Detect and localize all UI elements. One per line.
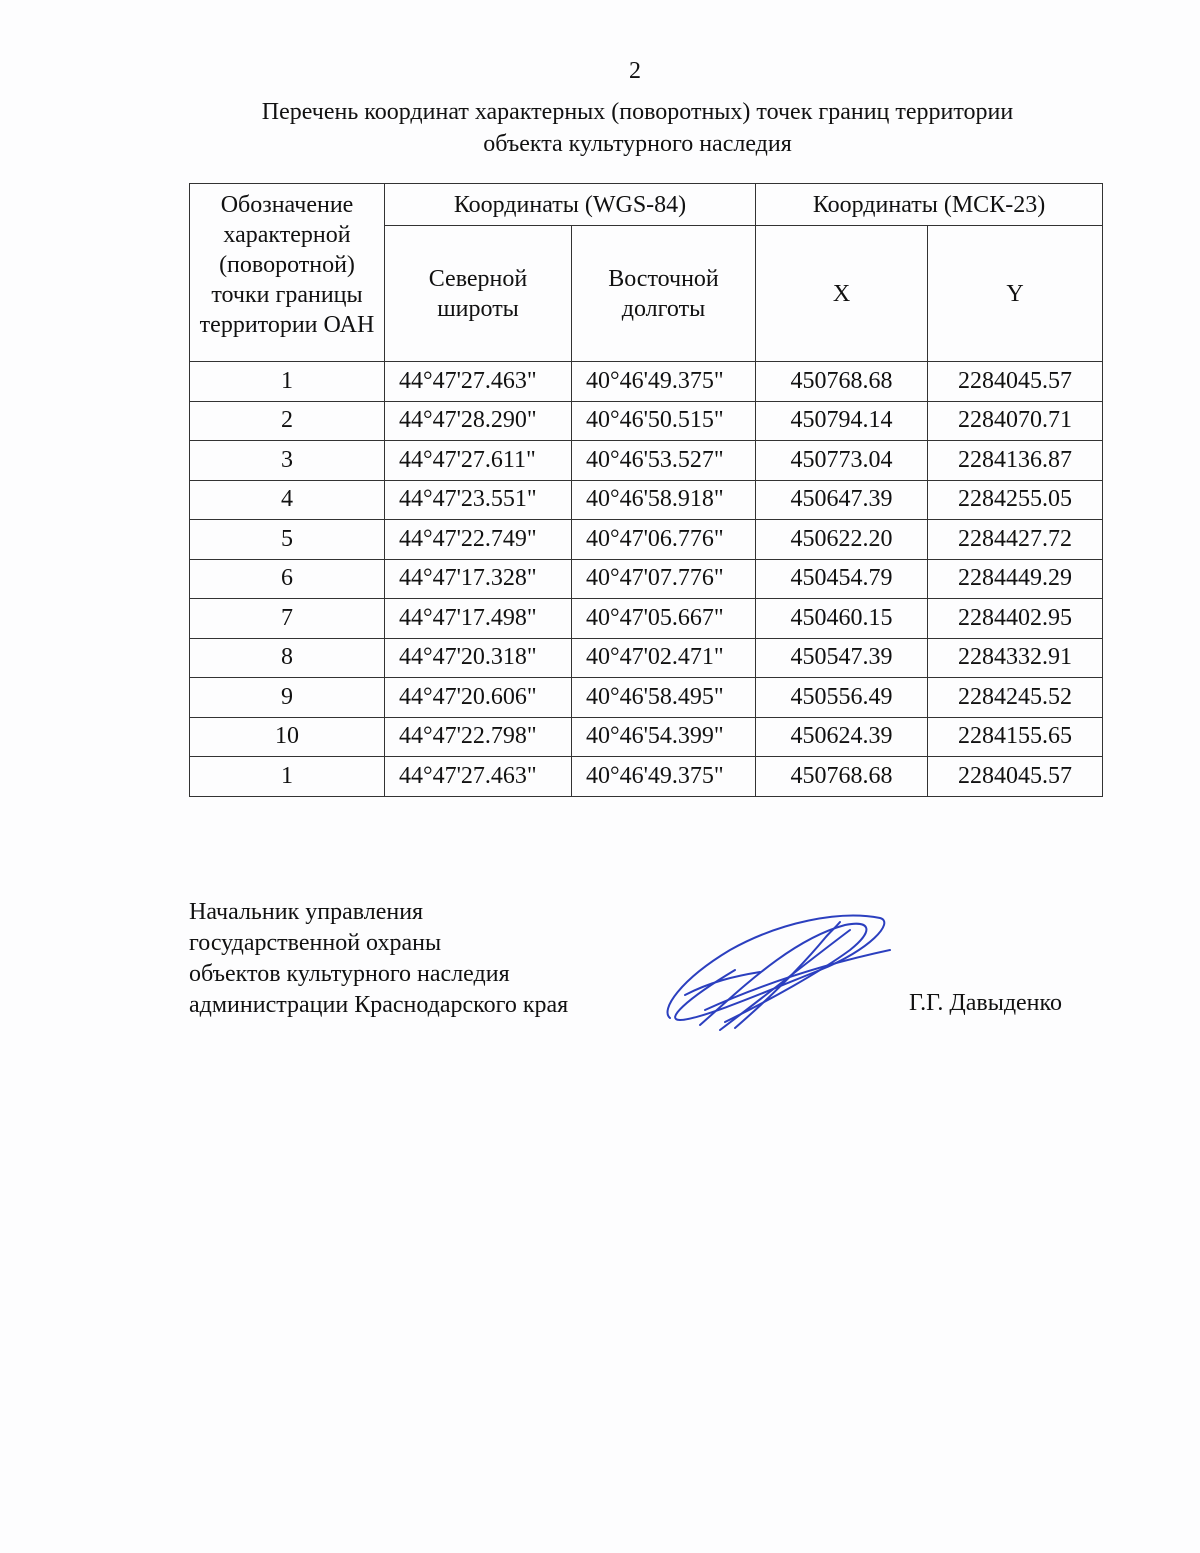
- cell-longitude: 40°47'07.776": [572, 559, 756, 599]
- cell-y: 2284245.52: [928, 678, 1103, 718]
- position-line-2: государственной охраны: [189, 930, 442, 956]
- header-latitude: Северной широты: [385, 226, 572, 362]
- position-line-1: Начальник управления: [189, 899, 424, 925]
- cell-latitude: 44°47'22.798": [385, 717, 572, 757]
- position-line-3: объектов культурного наследия: [189, 961, 510, 987]
- cell-longitude: 40°46'54.399": [572, 717, 756, 757]
- cell-latitude: 44°47'20.606": [385, 678, 572, 718]
- table-row: [190, 678, 1103, 718]
- cell-point: 7: [190, 599, 385, 639]
- coordinates-table-body: [190, 362, 1103, 797]
- cell-latitude: 44°47'27.463": [385, 362, 572, 402]
- position-line-4: администрации Краснодарского края: [189, 992, 569, 1018]
- table-row: [190, 480, 1103, 520]
- cell-point: 2: [190, 401, 385, 441]
- cell-x: 450460.15: [756, 599, 928, 639]
- handwritten-signature: [640, 910, 900, 1040]
- table-row: [190, 638, 1103, 678]
- cell-y: 2284332.91: [928, 638, 1103, 678]
- cell-latitude: 44°47'27.463": [385, 757, 572, 797]
- cell-y: 2284255.05: [928, 480, 1103, 520]
- header-msk23-group: Координаты (МСК-23): [756, 184, 1103, 226]
- header-designation: Обозначение характерной (поворотной) точки границы территории ОАН: [190, 184, 385, 362]
- cell-y: 2284136.87: [928, 441, 1103, 481]
- table-row: [190, 717, 1103, 757]
- cell-point: 1: [190, 757, 385, 797]
- cell-y: 2284402.95: [928, 599, 1103, 639]
- cell-x: 450547.39: [756, 638, 928, 678]
- page-number: 2: [629, 58, 641, 84]
- cell-x: 450647.39: [756, 480, 928, 520]
- cell-longitude: 40°46'53.527": [572, 441, 756, 481]
- cell-point: 3: [190, 441, 385, 481]
- cell-latitude: 44°47'28.290": [385, 401, 572, 441]
- cell-x: 450454.79: [756, 559, 928, 599]
- cell-x: 450773.04: [756, 441, 928, 481]
- signatory-name: Г.Г. Давыденко: [909, 990, 1062, 1016]
- cell-point: 5: [190, 520, 385, 560]
- cell-point: 8: [190, 638, 385, 678]
- cell-y: 2284070.71: [928, 401, 1103, 441]
- cell-x: 450556.49: [756, 678, 928, 718]
- cell-latitude: 44°47'17.328": [385, 559, 572, 599]
- cell-point: 1: [190, 362, 385, 402]
- table-row: [190, 441, 1103, 481]
- table-row: [190, 520, 1103, 560]
- table-row: [190, 599, 1103, 639]
- table-row: [190, 757, 1103, 797]
- title-line-2: объекта культурного наследия: [483, 131, 792, 157]
- cell-x: 450768.68: [756, 757, 928, 797]
- cell-longitude: 40°47'05.667": [572, 599, 756, 639]
- cell-x: 450794.14: [756, 401, 928, 441]
- cell-longitude: 40°46'58.918": [572, 480, 756, 520]
- header-wgs84-group: Координаты (WGS-84): [385, 184, 756, 226]
- cell-x: 450624.39: [756, 717, 928, 757]
- header-x: X: [756, 226, 928, 362]
- cell-latitude: 44°47'23.551": [385, 480, 572, 520]
- cell-y: 2284155.65: [928, 717, 1103, 757]
- document-title: [150, 96, 1125, 160]
- cell-longitude: 40°47'02.471": [572, 638, 756, 678]
- cell-longitude: 40°46'49.375": [572, 362, 756, 402]
- cell-point: 9: [190, 678, 385, 718]
- cell-longitude: 40°46'49.375": [572, 757, 756, 797]
- title-line-1: Перечень координат характерных (поворотных) точек границ территории: [261, 99, 1014, 125]
- cell-latitude: 44°47'20.318": [385, 638, 572, 678]
- header-y: Y: [928, 226, 1103, 362]
- coordinates-table: [189, 183, 1103, 797]
- table-row: [190, 559, 1103, 599]
- cell-y: 2284449.29: [928, 559, 1103, 599]
- table-row: [190, 362, 1103, 402]
- cell-point: 6: [190, 559, 385, 599]
- signatory-position: [189, 897, 568, 1021]
- cell-point: 10: [190, 717, 385, 757]
- cell-y: 2284427.72: [928, 520, 1103, 560]
- cell-latitude: 44°47'17.498": [385, 599, 572, 639]
- table-row: [190, 401, 1103, 441]
- cell-point: 4: [190, 480, 385, 520]
- cell-y: 2284045.57: [928, 757, 1103, 797]
- cell-longitude: 40°46'50.515": [572, 401, 756, 441]
- cell-latitude: 44°47'27.611": [385, 441, 572, 481]
- cell-latitude: 44°47'22.749": [385, 520, 572, 560]
- cell-x: 450622.20: [756, 520, 928, 560]
- cell-x: 450768.68: [756, 362, 928, 402]
- cell-longitude: 40°47'06.776": [572, 520, 756, 560]
- header-longitude: Восточной долготы: [572, 226, 756, 362]
- cell-y: 2284045.57: [928, 362, 1103, 402]
- cell-longitude: 40°46'58.495": [572, 678, 756, 718]
